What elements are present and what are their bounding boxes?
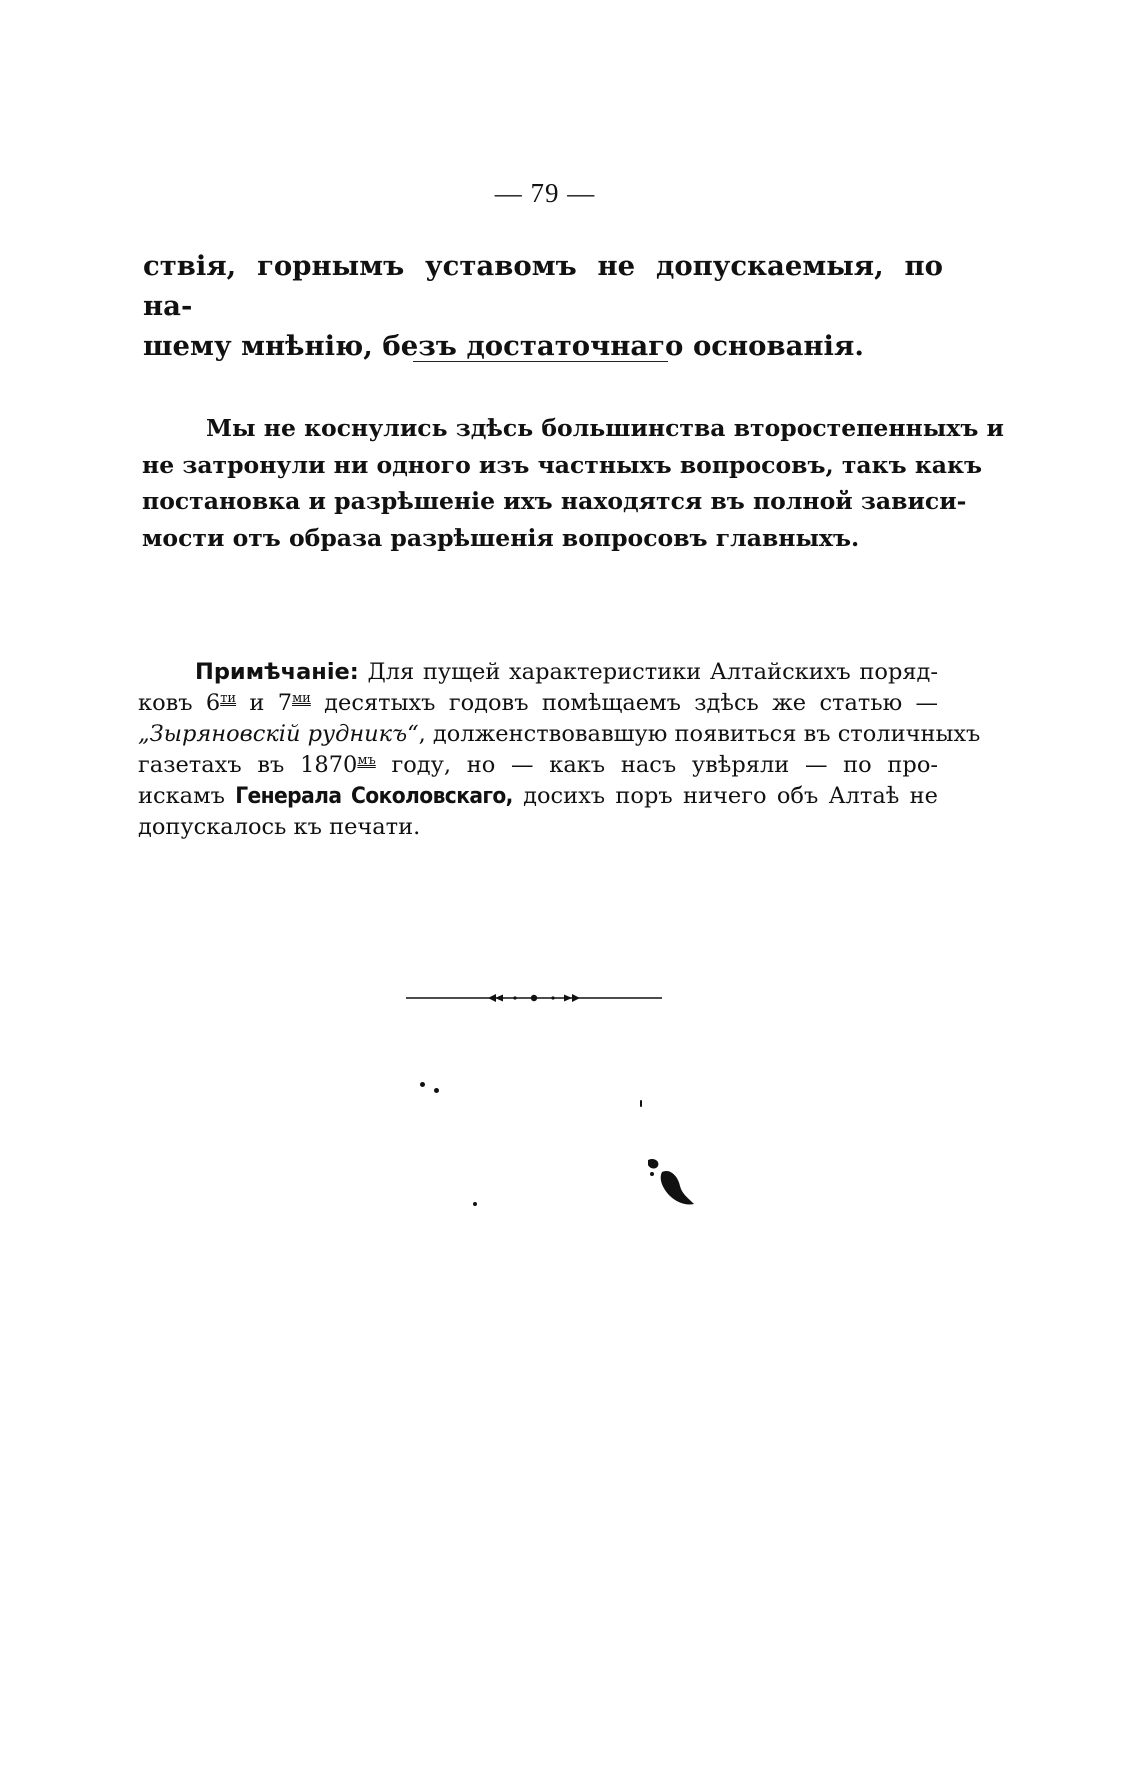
section-rule (413, 361, 668, 362)
print-speck (434, 1088, 439, 1093)
note-line-6: допускалось къ печати. (138, 814, 421, 840)
superscript-mi: ми (292, 691, 311, 706)
page-number: — 79 — (494, 178, 596, 208)
note-line-2-a: ковъ 6 (138, 690, 221, 716)
note-line-4-b: году, но — какъ насъ увѣряли — по про- (391, 752, 938, 778)
note-line-2-b: и 7 (249, 690, 293, 716)
paragraph-line-4: мости отъ образа разрѣшенія вопросовъ главныхъ. (142, 523, 860, 552)
general-name: Генерала Соколовскаго, (235, 783, 513, 809)
note-line-4 (138, 750, 938, 781)
note-line-5-b: досихъ поръ ничего объ Алтаѣ не (523, 783, 938, 809)
note-line-5-a: искамъ (138, 783, 225, 809)
note-line-2-c: десятыхъ годовъ помѣщаемъ здѣсь же статью — (324, 690, 939, 716)
note-line-2 (138, 688, 938, 719)
note-line-3 (138, 719, 981, 750)
footnote (138, 657, 981, 843)
paragraph-line-2: не затронули ни одного изъ частныхъ вопросовъ, такъ какъ (142, 450, 983, 479)
article-title: „Зыряновскій рудникъ“ (138, 721, 419, 747)
note-line-3-text: , долженствовавшую появиться въ столичныхъ (418, 721, 981, 747)
note-line-1-text: Для пущей характеристики Алтайскихъ поряд- (367, 659, 938, 685)
continued-passage (143, 246, 943, 366)
note-line-5 (138, 781, 938, 812)
superscript-m: мъ (357, 753, 376, 768)
note-line-1 (138, 657, 938, 688)
ornamental-divider (406, 991, 662, 1005)
continued-passage-line-2: шему мнѣнію, безъ достаточнаго основанія. (143, 330, 864, 362)
print-speck (473, 1202, 477, 1206)
superscript-ti: ти (220, 691, 237, 706)
print-speck (420, 1082, 425, 1087)
print-speck (640, 1100, 642, 1107)
paragraph-line-3: постановка и разрѣшеніе ихъ находятся въ полной зависи- (142, 487, 967, 515)
note-line-4-a: газетахъ въ 1870 (138, 752, 358, 778)
continued-passage-line-1: ствія, горнымъ уставомъ не допускаемыя, по на- (143, 250, 943, 322)
ink-blot (640, 1156, 700, 1208)
paragraph-line-1: Мы не коснулись здѣсь большинства второстепенныхъ и (206, 414, 1004, 442)
closing-paragraph (142, 410, 1004, 556)
note-label: Примѣчаніе: (195, 659, 359, 685)
